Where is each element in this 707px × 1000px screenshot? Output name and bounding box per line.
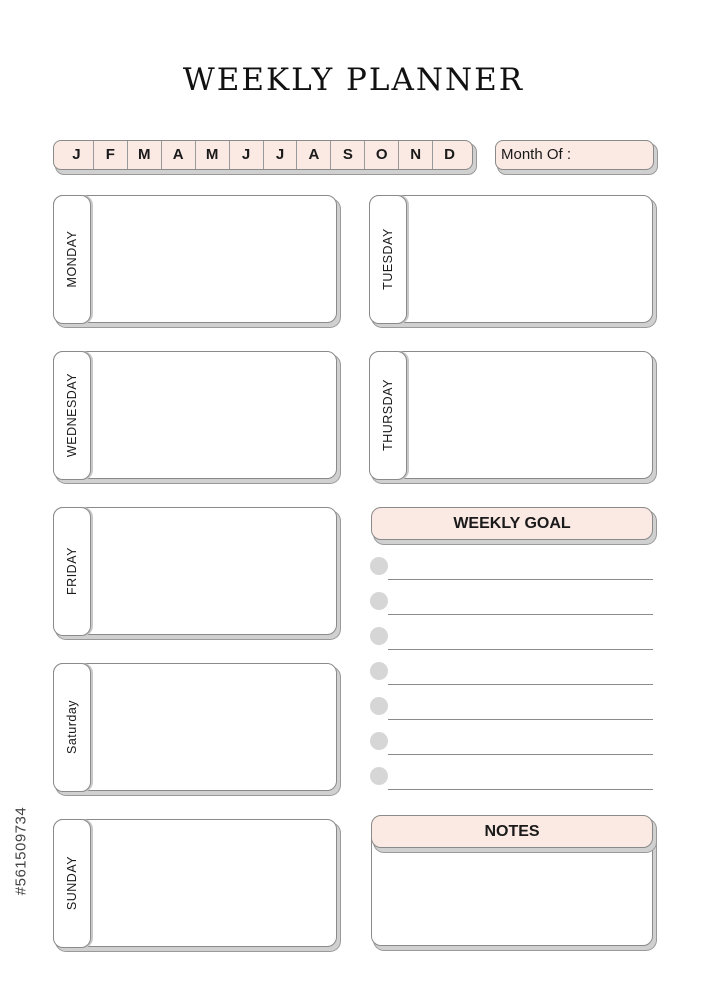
month-of-label: Month Of : (501, 146, 572, 163)
day-tab-sunday (53, 819, 91, 948)
day-box-saturday[interactable] (53, 663, 337, 791)
month-of-field[interactable] (495, 140, 654, 170)
goal-line (388, 684, 653, 685)
goal-bullet-icon[interactable] (370, 662, 388, 680)
month-jul[interactable]: J (264, 141, 298, 169)
day-box-monday[interactable] (53, 195, 337, 323)
day-label-monday: MONDAY (64, 230, 79, 288)
month-selector (53, 140, 473, 170)
month-dec[interactable]: D (444, 146, 456, 163)
goal-item[interactable] (370, 697, 653, 717)
goal-line (388, 579, 653, 580)
goal-line (388, 649, 653, 650)
weekly-goal-header: WEEKLY GOAL (371, 507, 653, 540)
month-aug[interactable]: A (297, 141, 331, 169)
day-label-wednesday: WEDNESDAY (64, 372, 79, 458)
goal-bullet-icon[interactable] (370, 767, 388, 785)
month-apr[interactable]: A (162, 141, 196, 169)
goal-bullet-icon[interactable] (370, 592, 388, 610)
day-label-sunday: SUNDAY (64, 855, 79, 911)
stock-id-text: #561509734 (12, 806, 30, 896)
day-tab-monday (53, 195, 91, 324)
goal-item[interactable] (370, 732, 653, 752)
day-label-saturday: Saturday (64, 699, 79, 755)
month-nov[interactable]: N (399, 141, 433, 169)
stock-id-watermark (10, 766, 32, 936)
month-may[interactable]: M (196, 141, 230, 169)
month-mar[interactable]: M (128, 141, 162, 169)
goal-line (388, 789, 653, 790)
goal-bullet-icon[interactable] (370, 697, 388, 715)
goal-bullet-icon[interactable] (370, 732, 388, 750)
goal-item[interactable] (370, 767, 653, 787)
day-tab-thursday (369, 351, 407, 480)
goal-line (388, 719, 653, 720)
goal-line (388, 614, 653, 615)
month-sep[interactable]: S (331, 141, 365, 169)
month-jun[interactable]: J (230, 141, 264, 169)
goal-bullet-icon[interactable] (370, 557, 388, 575)
day-label-tuesday: TUESDAY (380, 228, 395, 290)
day-box-sunday[interactable] (53, 819, 337, 947)
day-tab-saturday (53, 663, 91, 792)
day-box-tuesday[interactable] (369, 195, 653, 323)
day-box-wednesday[interactable] (53, 351, 337, 479)
month-feb[interactable]: F (94, 141, 128, 169)
goal-line (388, 754, 653, 755)
day-tab-tuesday (369, 195, 407, 324)
goal-item[interactable] (370, 592, 653, 612)
month-jan[interactable]: J (60, 141, 94, 169)
day-box-thursday[interactable] (369, 351, 653, 479)
day-box-friday[interactable] (53, 507, 337, 635)
day-label-thursday: THURSDAY (380, 379, 395, 451)
day-tab-wednesday (53, 351, 91, 480)
goal-bullet-icon[interactable] (370, 627, 388, 645)
month-oct[interactable]: O (365, 141, 399, 169)
page-title: WEEKLY PLANNER (182, 62, 525, 98)
goal-item[interactable] (370, 627, 653, 647)
day-label-friday: FRIDAY (64, 547, 79, 595)
day-tab-friday (53, 507, 91, 636)
goal-item[interactable] (370, 662, 653, 682)
goal-item[interactable] (370, 557, 653, 577)
notes-header: NOTES (371, 815, 653, 848)
